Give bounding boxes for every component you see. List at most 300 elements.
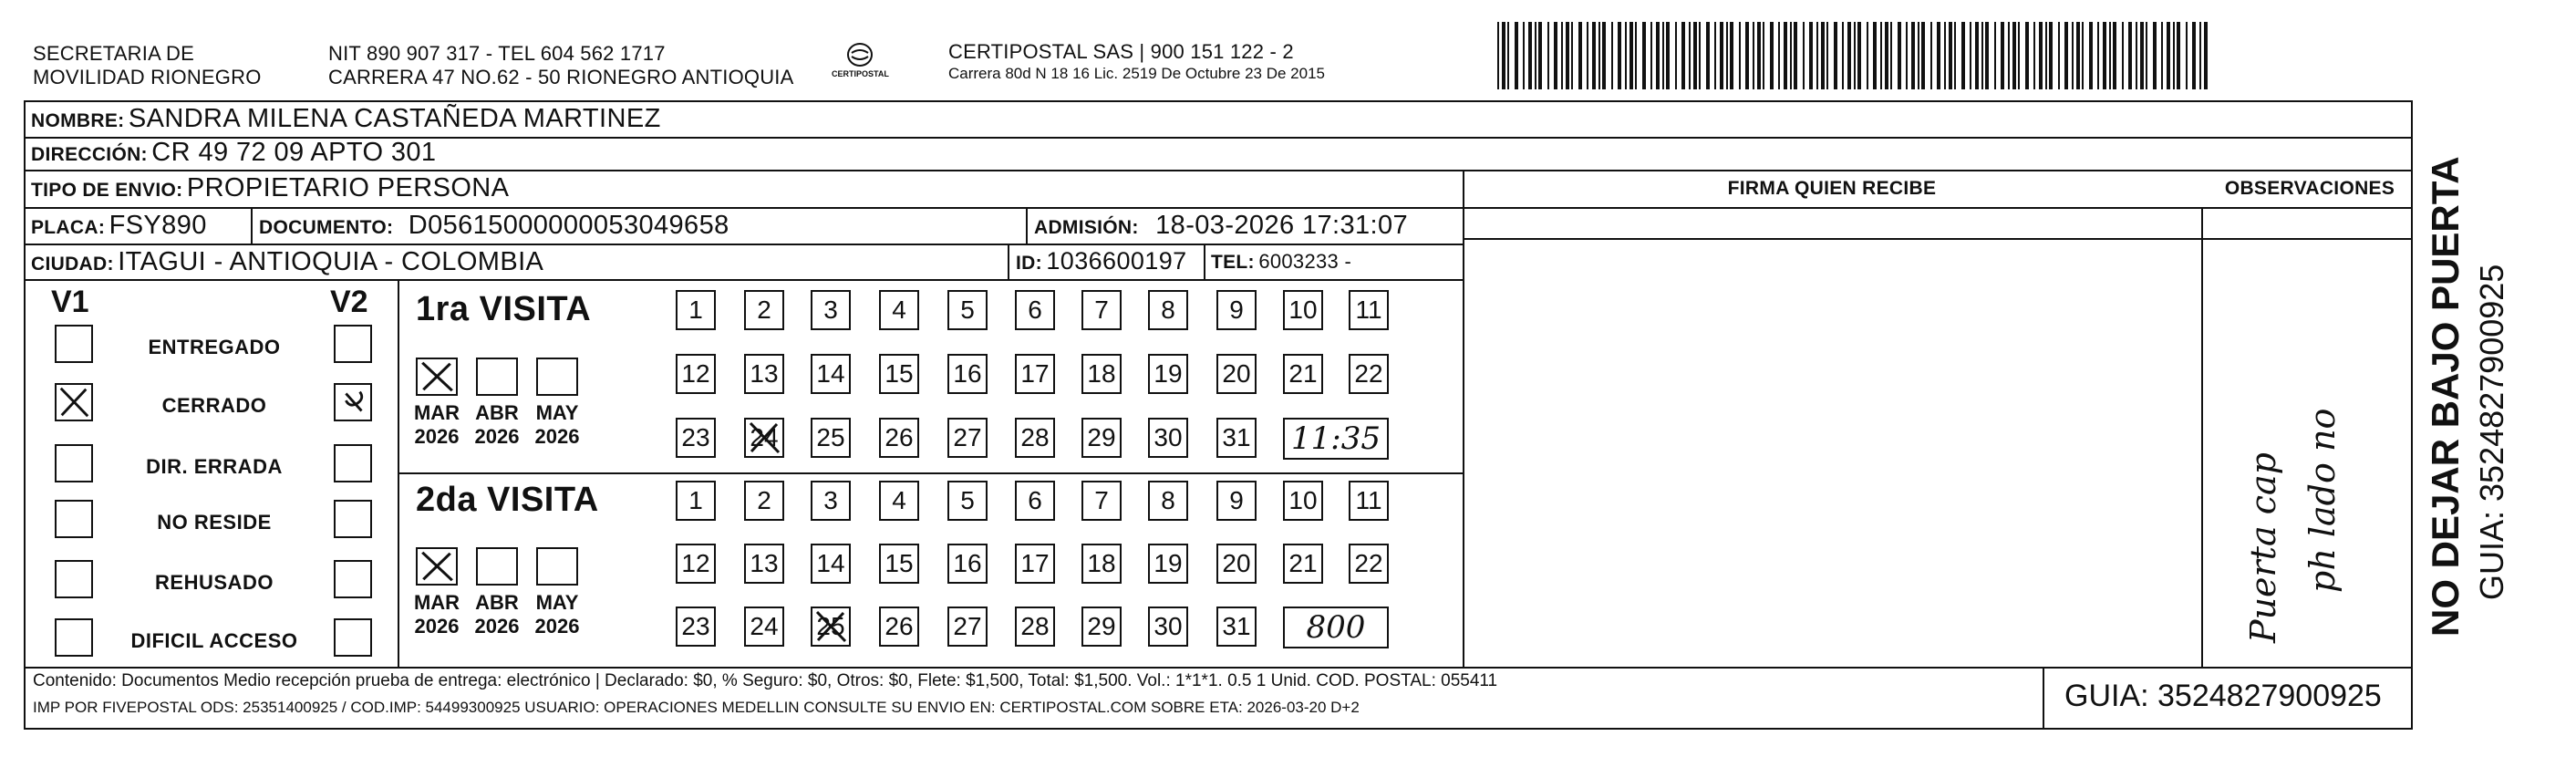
- second-visit-day-23[interactable]: [676, 607, 716, 647]
- first-visit-day-16[interactable]: [947, 354, 988, 394]
- first-visit-day-22[interactable]: [1349, 354, 1389, 394]
- barcode-bar: [1528, 22, 1532, 89]
- first-visit-month-box-may[interactable]: [536, 358, 578, 396]
- barcode-bar: [1730, 22, 1733, 89]
- barcode-bar: [2140, 22, 2144, 89]
- second-visit-day-28[interactable]: [1015, 607, 1055, 647]
- first-visit-time-box[interactable]: [1283, 418, 1389, 460]
- id-value: 1036600197: [1046, 247, 1187, 275]
- barcode-bar: [1944, 22, 1946, 89]
- first-visit-day-9[interactable]: [1216, 290, 1257, 330]
- tipo-value: PROPIETARIO PERSONA: [186, 173, 510, 202]
- barcode-bar: [1642, 22, 1646, 89]
- second-visit-day-4[interactable]: [879, 481, 919, 521]
- observaciones-heading: OBSERVACIONES: [2224, 178, 2395, 199]
- direccion-value: CR 49 72 09 APTO 301: [151, 138, 437, 167]
- barcode-bar: [1770, 22, 1774, 89]
- day-cross-mark: [746, 420, 782, 456]
- second-visit-time-box[interactable]: [1283, 607, 1389, 648]
- barcode-bar: [1554, 22, 1557, 89]
- second-visit-title: 2da VISITA: [416, 481, 599, 519]
- day-number: 18: [1087, 549, 1116, 577]
- second-visit-day-11[interactable]: [1349, 481, 1389, 521]
- barcode-bar: [2012, 22, 2016, 89]
- barcode-bar: [1794, 22, 1797, 89]
- direccion-row: [31, 138, 436, 168]
- day-number: 1: [688, 486, 703, 514]
- barcode-bar: [2008, 22, 2010, 89]
- barcode-bar: [1618, 22, 1621, 89]
- documento-cell: [259, 211, 729, 241]
- license-line: Carrera 80d N 18 16 Lic. 2519 De Octubre 23 De 2015: [948, 65, 1325, 82]
- first-visit-title: 1ra VISITA: [416, 290, 592, 328]
- barcode-bar: [1515, 22, 1518, 89]
- first-visit-day-19[interactable]: [1148, 354, 1188, 394]
- v2-checkbox-cerrado[interactable]: [334, 383, 372, 421]
- barcode-bar: [1587, 22, 1588, 89]
- day-number: 27: [953, 423, 982, 451]
- observation-handwriting-1: Puerta cap: [2243, 452, 2283, 643]
- barcode-bar: [2186, 22, 2188, 89]
- day-number: 1: [688, 296, 703, 324]
- barcode-bar: [1975, 22, 1979, 89]
- second-visit-day-13[interactable]: [744, 544, 784, 584]
- barcode-bar: [1535, 22, 1536, 89]
- barcode-bar: [1970, 22, 1971, 89]
- first-visit-day-20[interactable]: [1216, 354, 1257, 394]
- first-visit-day-21[interactable]: [1283, 354, 1323, 394]
- day-number: 6: [1028, 486, 1042, 514]
- day-number: 23: [681, 612, 710, 640]
- first-visit-day-2[interactable]: [744, 290, 784, 330]
- day-number: 7: [1094, 486, 1109, 514]
- barcode-bar: [1763, 22, 1764, 89]
- second-visit-month-box-mar[interactable]: [416, 547, 458, 586]
- day-number: 9: [1229, 296, 1244, 324]
- barcode-bar: [1656, 22, 1660, 89]
- second-visit-day-2[interactable]: [744, 481, 784, 521]
- v1-heading: V1: [51, 285, 89, 319]
- ciudad-label: CIUDAD:: [31, 254, 114, 275]
- barcode-bar: [2136, 22, 2137, 89]
- barcode-bar: [1778, 22, 1780, 89]
- day-number: 28: [1020, 423, 1050, 451]
- barcode-bar: [1726, 22, 1728, 89]
- barcode-bar: [2113, 22, 2116, 89]
- barcode-bar: [1699, 22, 1701, 89]
- first-visit-month-label-may: [525, 401, 589, 449]
- certipostal-logo: [832, 38, 888, 86]
- day-number: 11: [1355, 296, 1382, 324]
- day-number: 31: [1222, 612, 1251, 640]
- day-number: 9: [1229, 486, 1244, 514]
- barcode-bar: [1911, 22, 1915, 89]
- company-line: CERTIPOSTAL SAS | 900 151 122 - 2: [948, 40, 1294, 63]
- first-visit-day-23[interactable]: [676, 418, 716, 458]
- admision-cell: [1034, 211, 1408, 241]
- barcode-bar: [1693, 22, 1697, 89]
- second-visit-day-3[interactable]: [811, 481, 851, 521]
- month-year: 2026: [414, 425, 460, 448]
- barcode-bar: [1994, 22, 1996, 89]
- second-visit-day-29[interactable]: [1081, 607, 1122, 647]
- id-label: ID:: [1016, 253, 1042, 274]
- day-number: 26: [885, 423, 914, 451]
- barcode-bar: [1662, 22, 1664, 89]
- ciudad-cell: [31, 247, 543, 277]
- day-number: 14: [816, 549, 845, 577]
- v1-checkbox-dir-errada[interactable]: [55, 444, 93, 482]
- barcode-bar: [1566, 22, 1569, 89]
- day-number: 21: [1288, 549, 1318, 577]
- day-number: 5: [960, 486, 975, 514]
- day-number: 22: [1354, 549, 1383, 577]
- day-number: 15: [885, 549, 914, 577]
- first-visit-day-7[interactable]: [1081, 290, 1122, 330]
- barcode-bar: [1921, 22, 1925, 89]
- barcode-bar: [2146, 22, 2147, 89]
- placa-cell: [31, 211, 207, 241]
- direccion-label: DIRECCIÓN:: [31, 144, 148, 165]
- first-visit-day-25[interactable]: [811, 418, 851, 458]
- v1-checkbox-entregado[interactable]: [55, 325, 93, 363]
- barcode-bar: [1961, 22, 1965, 89]
- barcode-bar: [2025, 22, 2029, 89]
- barcode-bar: [1745, 22, 1749, 89]
- issuer-contact: [328, 42, 793, 89]
- month-year: 2026: [534, 425, 580, 448]
- second-visit-month-box-may[interactable]: [536, 547, 578, 586]
- first-visit-day-27[interactable]: [947, 418, 988, 458]
- second-visit-day-31[interactable]: [1216, 607, 1257, 647]
- second-visit-day-12[interactable]: [676, 544, 716, 584]
- first-visit-day-15[interactable]: [879, 354, 919, 394]
- barcode-bar: [1602, 22, 1606, 89]
- second-visit-day-17[interactable]: [1015, 544, 1055, 584]
- second-visit-day-15[interactable]: [879, 544, 919, 584]
- barcode-bar: [1898, 22, 1901, 89]
- nombre-value: SANDRA MILENA CASTAÑEDA MARTINEZ: [128, 104, 661, 133]
- footer-line2: IMP POR FIVEPOSTAL ODS: 25351400925 / COD.IMP: 54499300925 USUARIO: OPERACIONES MEDELLIN CONSULTE SU ENVIO EN: CERTIPOSTAL.COM SOBRE ETA: 2026-03-20 D+2: [33, 699, 1360, 716]
- day-number: 27: [953, 612, 982, 640]
- v2-checkbox-rehusado[interactable]: [334, 560, 372, 598]
- month-year: 2026: [534, 615, 580, 638]
- day-number: 2: [757, 296, 771, 324]
- day-number: 15: [885, 359, 914, 388]
- second-visit-day-22[interactable]: [1349, 544, 1389, 584]
- day-number: 21: [1288, 359, 1318, 388]
- month-name: MAR: [413, 401, 460, 424]
- second-visit-day-18[interactable]: [1081, 544, 1122, 584]
- second-visit-day-16[interactable]: [947, 544, 988, 584]
- issuer-line2: MOVILIDAD RIONEGRO: [33, 66, 262, 88]
- month-year: 2026: [474, 615, 520, 638]
- barcode-bar: [1739, 22, 1741, 89]
- barcode-bar: [2076, 22, 2080, 89]
- month-name: ABR: [475, 591, 519, 614]
- barcode-bar: [1906, 22, 1908, 89]
- barcode-bar: [1847, 22, 1851, 89]
- logo-text: CERTIPOSTAL: [832, 69, 889, 78]
- second-visit-day-27[interactable]: [947, 607, 988, 647]
- barcode-bar: [2058, 22, 2060, 89]
- tracking-barcode: [1497, 22, 2209, 89]
- second-visit-day-9[interactable]: [1216, 481, 1257, 521]
- status-label-entregado: ENTREGADO: [148, 336, 281, 358]
- day-number: 12: [681, 359, 710, 388]
- second-visit-day-30[interactable]: [1148, 607, 1188, 647]
- barcode-bar: [2039, 22, 2043, 89]
- barcode-bar: [1809, 22, 1813, 89]
- day-number: 25: [816, 612, 845, 640]
- barcode-bar: [2192, 22, 2196, 89]
- barcode-bar: [2072, 22, 2074, 89]
- first-visit-day-11[interactable]: [1349, 290, 1389, 330]
- barcode-bar: [1930, 22, 1932, 89]
- day-number: 12: [681, 549, 710, 577]
- v2-checkbox-dificil-acceso[interactable]: [334, 618, 372, 657]
- status-label-no-reside: NO RESIDE: [157, 511, 272, 534]
- day-number: 19: [1154, 359, 1183, 388]
- admision-value: 18-03-2026 17:31:07: [1155, 211, 1409, 240]
- first-visit-day-29[interactable]: [1081, 418, 1122, 458]
- barcode-bar: [1592, 22, 1596, 89]
- barcode-bar: [1981, 22, 1983, 89]
- barcode-bar: [1857, 22, 1861, 89]
- no-dejar-warning: NO DEJAR BAJO PUERTA: [2424, 156, 2467, 637]
- placa-label: PLACA:: [31, 217, 106, 238]
- barcode-bar: [1816, 22, 1818, 89]
- first-visit-day-14[interactable]: [811, 354, 851, 394]
- day-number: 29: [1087, 612, 1116, 640]
- ciudad-value: ITAGUI - ANTIOQUIA - COLOMBIA: [118, 247, 544, 276]
- barcode-bar: [2177, 22, 2180, 89]
- barcode-bar: [1890, 22, 1892, 89]
- barcode-bar: [1681, 22, 1685, 89]
- v2-checkbox-dir-errada[interactable]: [334, 444, 372, 482]
- month-name: MAY: [535, 401, 579, 424]
- status-label-cerrado: CERRADO: [161, 394, 267, 417]
- barcode-bar: [1507, 22, 1509, 89]
- admision-label: ADMISIÓN:: [1034, 217, 1139, 238]
- second-visit-day-24[interactable]: [744, 607, 784, 647]
- second-visit-month-box-abr[interactable]: [476, 547, 518, 586]
- tipo-label: TIPO DE ENVIO:: [31, 180, 183, 201]
- day-number: 13: [750, 549, 779, 577]
- barcode-bar: [2018, 22, 2020, 89]
- first-visit-day-13[interactable]: [744, 354, 784, 394]
- day-number: 30: [1154, 423, 1183, 451]
- status-label-rehusado: REHUSADO: [155, 571, 274, 594]
- barcode-bar: [1720, 22, 1723, 89]
- address-line: CARRERA 47 NO.62 - 50 RIONEGRO ANTIOQUIA: [328, 66, 794, 88]
- barcode-bar: [2045, 22, 2047, 89]
- second-visit-day-10[interactable]: [1283, 481, 1323, 521]
- v1-checkbox-cerrado[interactable]: [55, 383, 93, 421]
- footer-line1: Contenido: Documentos Medio recepción prueba de entrega: electrónico | Declarado: $0, % Seguro: $0, Otros: $0, Flete: $1,500, Total: $1,500. Vol.: 1*1*1. 0.5 1 Unid. COD. POSTAL: 055411: [33, 671, 1498, 690]
- month-name: ABR: [475, 401, 519, 424]
- barcode-bar: [2161, 22, 2163, 89]
- barcode-bar: [2049, 22, 2053, 89]
- day-number: 11: [1355, 486, 1382, 514]
- day-number: 24: [750, 423, 779, 451]
- second-visit-day-1[interactable]: [676, 481, 716, 521]
- barcode-bar: [1629, 22, 1633, 89]
- barcode-bar: [1502, 22, 1505, 89]
- barcode-bar: [2097, 22, 2099, 89]
- second-visit-day-25[interactable]: [811, 607, 851, 647]
- day-number: 28: [1020, 612, 1050, 640]
- first-visit-month-box-abr[interactable]: [476, 358, 518, 396]
- second-visit-day-19[interactable]: [1148, 544, 1188, 584]
- nombre-row: [31, 104, 661, 134]
- day-number: 10: [1288, 296, 1318, 324]
- barcode-bar: [2153, 22, 2157, 89]
- day-number: 8: [1161, 486, 1175, 514]
- v2-checkbox-entregado[interactable]: [334, 325, 372, 363]
- month-year: 2026: [474, 425, 520, 448]
- barcode-bar: [1937, 22, 1940, 89]
- first-visit-day-30[interactable]: [1148, 418, 1188, 458]
- first-visit-month-box-mar[interactable]: [416, 358, 458, 396]
- second-visit-day-8[interactable]: [1148, 481, 1188, 521]
- day-number: 19: [1154, 549, 1183, 577]
- barcode-bar: [1523, 22, 1525, 89]
- barcode-bar: [2033, 22, 2035, 89]
- barcode-bar: [1757, 22, 1761, 89]
- second-visit-day-6[interactable]: [1015, 481, 1055, 521]
- first-visit-day-4[interactable]: [879, 290, 919, 330]
- day-number: 26: [885, 612, 914, 640]
- first-visit-day-28[interactable]: [1015, 418, 1055, 458]
- second-visit-day-7[interactable]: [1081, 481, 1122, 521]
- barcode-bar: [2109, 22, 2111, 89]
- first-visit-time: 11:35: [1291, 420, 1381, 457]
- tipo-row: [31, 173, 509, 203]
- status-label-dir-errada: DIR. ERRADA: [146, 455, 283, 478]
- barcode-bar: [2082, 22, 2084, 89]
- barcode-bar: [1714, 22, 1716, 89]
- day-number: 4: [892, 486, 906, 514]
- first-visit-day-3[interactable]: [811, 290, 851, 330]
- day-number: 23: [681, 423, 710, 451]
- v2-heading: V2: [330, 285, 368, 319]
- barcode-bar: [2167, 22, 2170, 89]
- side-guia: GUIA: 3524827900925: [2473, 264, 2510, 600]
- first-visit-day-6[interactable]: [1015, 290, 1055, 330]
- barcode-bar: [1949, 22, 1952, 89]
- first-visit-day-1[interactable]: [676, 290, 716, 330]
- second-visit-month-label-abr: [465, 591, 529, 638]
- first-visit-day-18[interactable]: [1081, 354, 1122, 394]
- second-visit-day-14[interactable]: [811, 544, 851, 584]
- company-info: [948, 40, 1325, 84]
- day-number: 24: [750, 612, 779, 640]
- first-visit-day-5[interactable]: [947, 290, 988, 330]
- nombre-label: NOMBRE:: [31, 110, 125, 131]
- barcode-bar: [1834, 22, 1837, 89]
- barcode-bar: [1561, 22, 1563, 89]
- first-visit-day-8[interactable]: [1148, 290, 1188, 330]
- barcode-bar: [1753, 22, 1754, 89]
- day-number: 30: [1154, 612, 1183, 640]
- first-visit-day-31[interactable]: [1216, 418, 1257, 458]
- barcode-bar: [2064, 22, 2068, 89]
- second-visit-day-5[interactable]: [947, 481, 988, 521]
- day-number: 4: [892, 296, 906, 324]
- barcode-bar: [1706, 22, 1710, 89]
- barcode-bar: [1842, 22, 1844, 89]
- second-visit-day-21[interactable]: [1283, 544, 1323, 584]
- barcode-bar: [2173, 22, 2175, 89]
- first-visit-month-label-mar: [405, 401, 469, 449]
- day-number: 17: [1020, 549, 1050, 577]
- barcode-bar: [1689, 22, 1691, 89]
- barcode-bar: [1867, 22, 1868, 89]
- barcode-bar: [1918, 22, 1919, 89]
- second-visit-time: 800: [1306, 609, 1366, 646]
- v1-checkbox-dificil-acceso[interactable]: [55, 618, 93, 657]
- barcode-bar: [1854, 22, 1856, 89]
- v2-checkbox-no-reside[interactable]: [334, 500, 372, 538]
- month-name: MAY: [535, 591, 579, 614]
- barcode-bar: [1803, 22, 1805, 89]
- barcode-bar: [2122, 22, 2124, 89]
- barcode-bar: [1784, 22, 1787, 89]
- day-number: 3: [823, 296, 838, 324]
- first-visit-day-26[interactable]: [879, 418, 919, 458]
- v1-checkbox-no-reside[interactable]: [55, 500, 93, 538]
- day-number: 22: [1354, 359, 1383, 388]
- barcode-bar: [1497, 22, 1499, 89]
- first-visit-day-17[interactable]: [1015, 354, 1055, 394]
- first-visit-day-12[interactable]: [676, 354, 716, 394]
- second-visit-day-26[interactable]: [879, 607, 919, 647]
- barcode-bar: [1650, 22, 1652, 89]
- day-number: 3: [823, 486, 838, 514]
- signature-area[interactable]: [1464, 240, 2199, 665]
- barcode-bar: [1821, 22, 1825, 89]
- barcode-bar: [1885, 22, 1888, 89]
- first-visit-day-10[interactable]: [1283, 290, 1323, 330]
- day-number: 29: [1087, 423, 1116, 451]
- day-number: 16: [953, 359, 982, 388]
- barcode-bar: [1675, 22, 1677, 89]
- day-number: 7: [1094, 296, 1109, 324]
- day-number: 16: [953, 549, 982, 577]
- barcode-bar: [1547, 22, 1549, 89]
- barcode-bar: [1826, 22, 1828, 89]
- barcode-bar: [1578, 22, 1582, 89]
- firma-heading: FIRMA QUIEN RECIBE: [1727, 178, 1937, 199]
- observation-handwriting-2: ph lado no: [2302, 408, 2343, 593]
- tel-value: 6003233 -: [1258, 250, 1352, 273]
- v1-checkbox-rehusado[interactable]: [55, 560, 93, 598]
- first-visit-day-24[interactable]: [744, 418, 784, 458]
- day-number: 14: [816, 359, 845, 388]
- barcode-bar: [1538, 22, 1542, 89]
- id-cell: [1016, 247, 1187, 275]
- day-number: 2: [757, 486, 771, 514]
- footer-guia: GUIA: 3524827900925: [2064, 679, 2382, 713]
- day-number: 8: [1161, 296, 1175, 324]
- second-visit-day-20[interactable]: [1216, 544, 1257, 584]
- barcode-bar: [1666, 22, 1670, 89]
- day-number: 17: [1020, 359, 1050, 388]
- day-number: 18: [1087, 359, 1116, 388]
- day-number: 10: [1288, 486, 1318, 514]
- issuer-name: [33, 42, 262, 89]
